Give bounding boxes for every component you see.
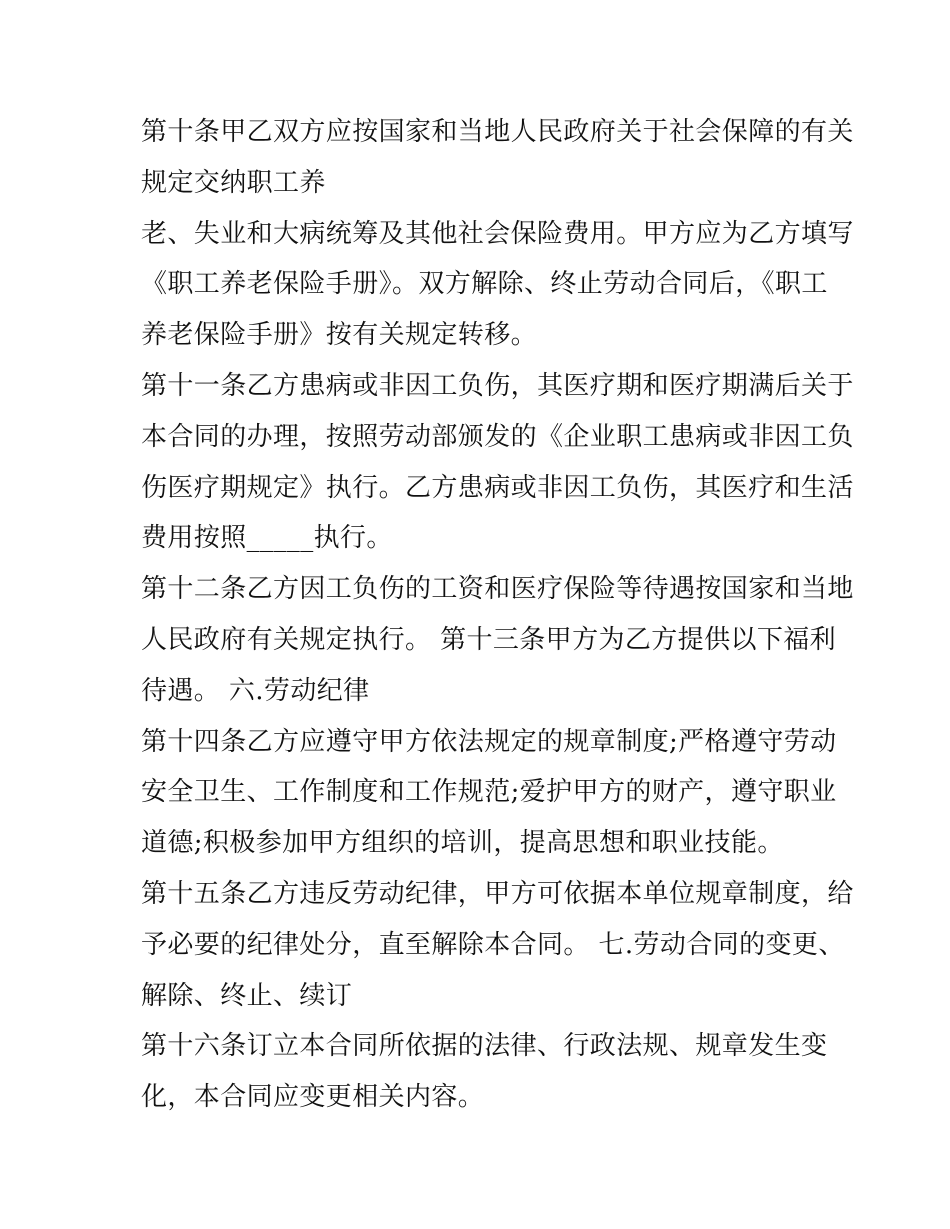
text-line: 解除、终止、续订	[141, 980, 353, 1011]
text-line: 第十二条乙方因工负伤的工资和医疗保险等待遇按国家和当地	[141, 574, 854, 605]
contract-text	[141, 107, 854, 1123]
text-line: 予必要的纪律处分，直至解除本合同。 七.劳动合同的变更、	[141, 929, 845, 960]
text-line: 费用按照_____执行。	[141, 523, 393, 554]
text-line: 规定交纳职工养	[141, 167, 326, 198]
text-line: 《职工养老保险手册》。双方解除、终止劳动合同后，《职工	[141, 269, 828, 300]
text-line: 本合同的办理，按照劳动部颁发的《企业职工患病或非因工负	[141, 421, 854, 452]
text-line: 第十五条乙方违反劳动纪律，甲方可依据本单位规章制度，给	[141, 878, 854, 909]
text-line: 第十四条乙方应遵守甲方依法规定的规章制度;严格遵守劳动	[141, 726, 837, 757]
text-line: 待遇。 六.劳动纪律	[141, 675, 370, 706]
text-line: 化，本合同应变更相关内容。	[141, 1082, 485, 1113]
text-line: 第十六条订立本合同所依据的法律、行政法规、规章发生变	[141, 1031, 828, 1062]
text-line: 道德;积极参加甲方组织的培训，提高思想和职业技能。	[141, 828, 784, 859]
text-line: 人民政府有关规定执行。 第十三条甲方为乙方提供以下福利	[141, 624, 837, 655]
text-line: 老、失业和大病统筹及其他社会保险费用。甲方应为乙方填写	[141, 218, 854, 249]
text-line: 养老保险手册》按有关规定转移。	[141, 320, 538, 351]
text-line: 第十一条乙方患病或非因工负伤，其医疗期和医疗期满后关于	[141, 370, 854, 401]
text-line: 第十条甲乙双方应按国家和当地人民政府关于社会保障的有关	[141, 117, 854, 147]
text-line: 安全卫生、工作制度和工作规范;爱护甲方的财产，遵守职业	[141, 777, 837, 808]
text-line: 伤医疗期规定》执行。乙方患病或非因工负伤，其医疗和生活	[141, 472, 854, 503]
